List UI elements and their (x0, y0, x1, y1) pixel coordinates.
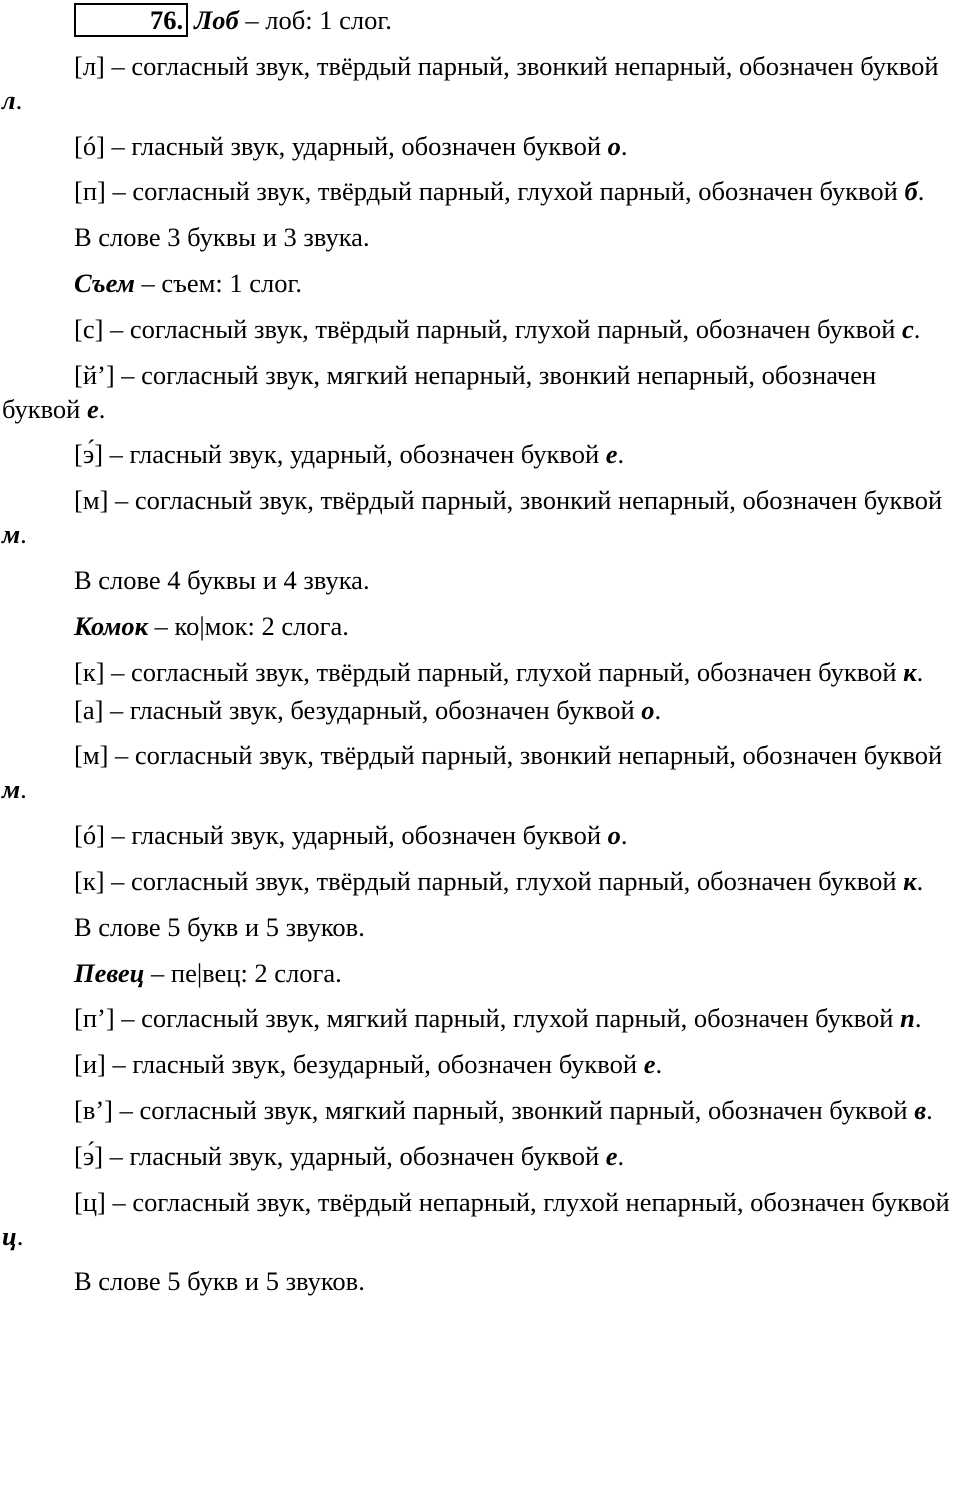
sound-text: [м] – согласный звук, твёрдый парный, звонкий непарный, обозначен буквой (74, 740, 943, 771)
sound-description: [к] – согласный звук, твёрдый парный, глухой парный, обозначен буквой к. (74, 865, 924, 896)
sound-description: [м] – согласный звук, твёрдый парный, звонкий непарный, обозначен буквой м. (2, 485, 943, 550)
document-page (0, 3, 960, 1507)
sound-text: [с] – согласный звук, твёрдый парный, глухой парный, обозначен буквой (74, 313, 903, 344)
sound-text: [в’] – согласный звук, мягкий парный, звонкий парный, обозначен буквой (74, 1094, 915, 1125)
sound-description: [п’] – согласный звук, мягкий парный, глухой парный, обозначен буквой п. (74, 1003, 922, 1034)
word-title: Комок (74, 610, 149, 641)
sound-text: [ó] – гласный звук, ударный, обозначен буквой (74, 820, 608, 851)
sound-text: [а] – гласный звук, безударный, обозначен буквой (74, 694, 642, 725)
sound-text: [к] – согласный звук, твёрдый парный, глухой парный, обозначен буквой (74, 865, 904, 896)
sound-letter: о (607, 820, 621, 851)
sound-text: [ц] – согласный звук, твёрдый непарный, глухой непарный, обозначен буквой (74, 1186, 950, 1217)
sound-letter: в (914, 1094, 927, 1125)
sound-description: [с] – согласный звук, твёрдый парный, глухой парный, обозначен буквой с. (74, 313, 921, 344)
sound-letter: е (87, 393, 99, 424)
sound-letter: о (641, 694, 655, 725)
sound-letter: м (2, 774, 21, 805)
sound-description: [й’] – согласный звук, мягкий непарный, звонкий непарный, обозначен буквой е. (2, 359, 877, 424)
sound-description: [ц] – согласный звук, твёрдый непарный, глухой непарный, обозначен буквой ц. (2, 1186, 950, 1251)
sound-letter: ц (2, 1220, 17, 1251)
syllable-info: – съем: 1 слог. (134, 267, 303, 298)
sound-text: [м] – согласный звук, твёрдый парный, звонкий непарный, обозначен буквой (74, 485, 943, 516)
sound-text: [п] – согласный звук, твёрдый парный, глухой парный, обозначен буквой (74, 176, 905, 207)
word-heading (2, 609, 956, 643)
sound-text: [и] – гласный звук, безударный, обозначен буквой (74, 1049, 644, 1080)
sound-text: [й’] – согласный звук, мягкий непарный, звонкий непарный, обозначен буквой (2, 359, 877, 424)
sound-text: [п’] – согласный звук, мягкий парный, глухой парный, обозначен буквой (74, 1003, 901, 1034)
word-heading (2, 266, 956, 300)
word-summary: В слове 5 букв и 5 звуков. (74, 1266, 365, 1297)
syllable-info: – лоб: 1 слог. (238, 5, 392, 35)
sound-text: [л] – согласный звук, твёрдый парный, звонкий непарный, обозначен буквой (74, 50, 939, 81)
sound-description: [э́] – гласный звук, ударный, обозначен буквой е. (74, 439, 625, 470)
sound-description: [м] – согласный звук, твёрдый парный, звонкий непарный, обозначен буквой м. (2, 740, 943, 805)
sound-letter: б (904, 176, 918, 207)
sound-letter: е (605, 439, 618, 470)
sound-text: [ó] – гласный звук, ударный, обозначен буквой (74, 130, 608, 161)
sound-text: [к] – согласный звук, твёрдый парный, глухой парный, обозначен буквой (74, 656, 904, 687)
sound-description: [э́] – гласный звук, ударный, обозначен буквой е. (74, 1140, 625, 1171)
sound-letter: к (903, 656, 917, 687)
sound-letter: п (900, 1003, 915, 1034)
sound-description: [в’] – согласный звук, мягкий парный, звонкий парный, обозначен буквой в. (74, 1094, 933, 1125)
sound-description: [а] – гласный звук, безударный, обозначен буквой о. (74, 694, 662, 725)
sound-description: [п] – согласный звук, твёрдый парный, глухой парный, обозначен буквой б. (74, 176, 925, 207)
word-heading (2, 3, 956, 37)
sound-letter: м (2, 519, 21, 550)
sound-letter: к (903, 865, 917, 896)
word-title: Съем (74, 267, 135, 298)
word-heading (2, 956, 956, 990)
sound-description: [ó] – гласный звук, ударный, обозначен буквой о. (74, 130, 628, 161)
sound-text: [э́] – гласный звук, ударный, обозначен буквой (74, 439, 606, 470)
sound-text: [э́] – гласный звук, ударный, обозначен буквой (74, 1140, 606, 1171)
word-summary: В слове 5 букв и 5 звуков. (74, 911, 365, 942)
sound-description: [л] – согласный звук, твёрдый парный, звонкий непарный, обозначен буквой л. (2, 50, 939, 115)
sound-letter: о (607, 130, 621, 161)
sound-description: [к] – согласный звук, твёрдый парный, глухой парный, обозначен буквой к. (74, 656, 924, 687)
word-title: Лоб (194, 5, 239, 35)
sound-letter: е (605, 1140, 618, 1171)
sound-letter: с (902, 313, 914, 344)
sound-description: [и] – гласный звук, безударный, обозначен буквой е. (74, 1049, 663, 1080)
syllable-info: – пе|вец: 2 слога. (144, 957, 342, 988)
word-summary: В слове 3 буквы и 3 звука. (74, 222, 370, 253)
syllable-info: – ко|мок: 2 слога. (148, 610, 349, 641)
sound-letter: л (2, 84, 16, 115)
word-summary: В слове 4 буквы и 4 звука. (74, 564, 370, 595)
sound-letter: е (643, 1049, 656, 1080)
word-title: Певец (74, 957, 145, 988)
exercise-number: 76. (74, 3, 188, 37)
sound-description: [ó] – гласный звук, ударный, обозначен буквой о. (74, 820, 628, 851)
